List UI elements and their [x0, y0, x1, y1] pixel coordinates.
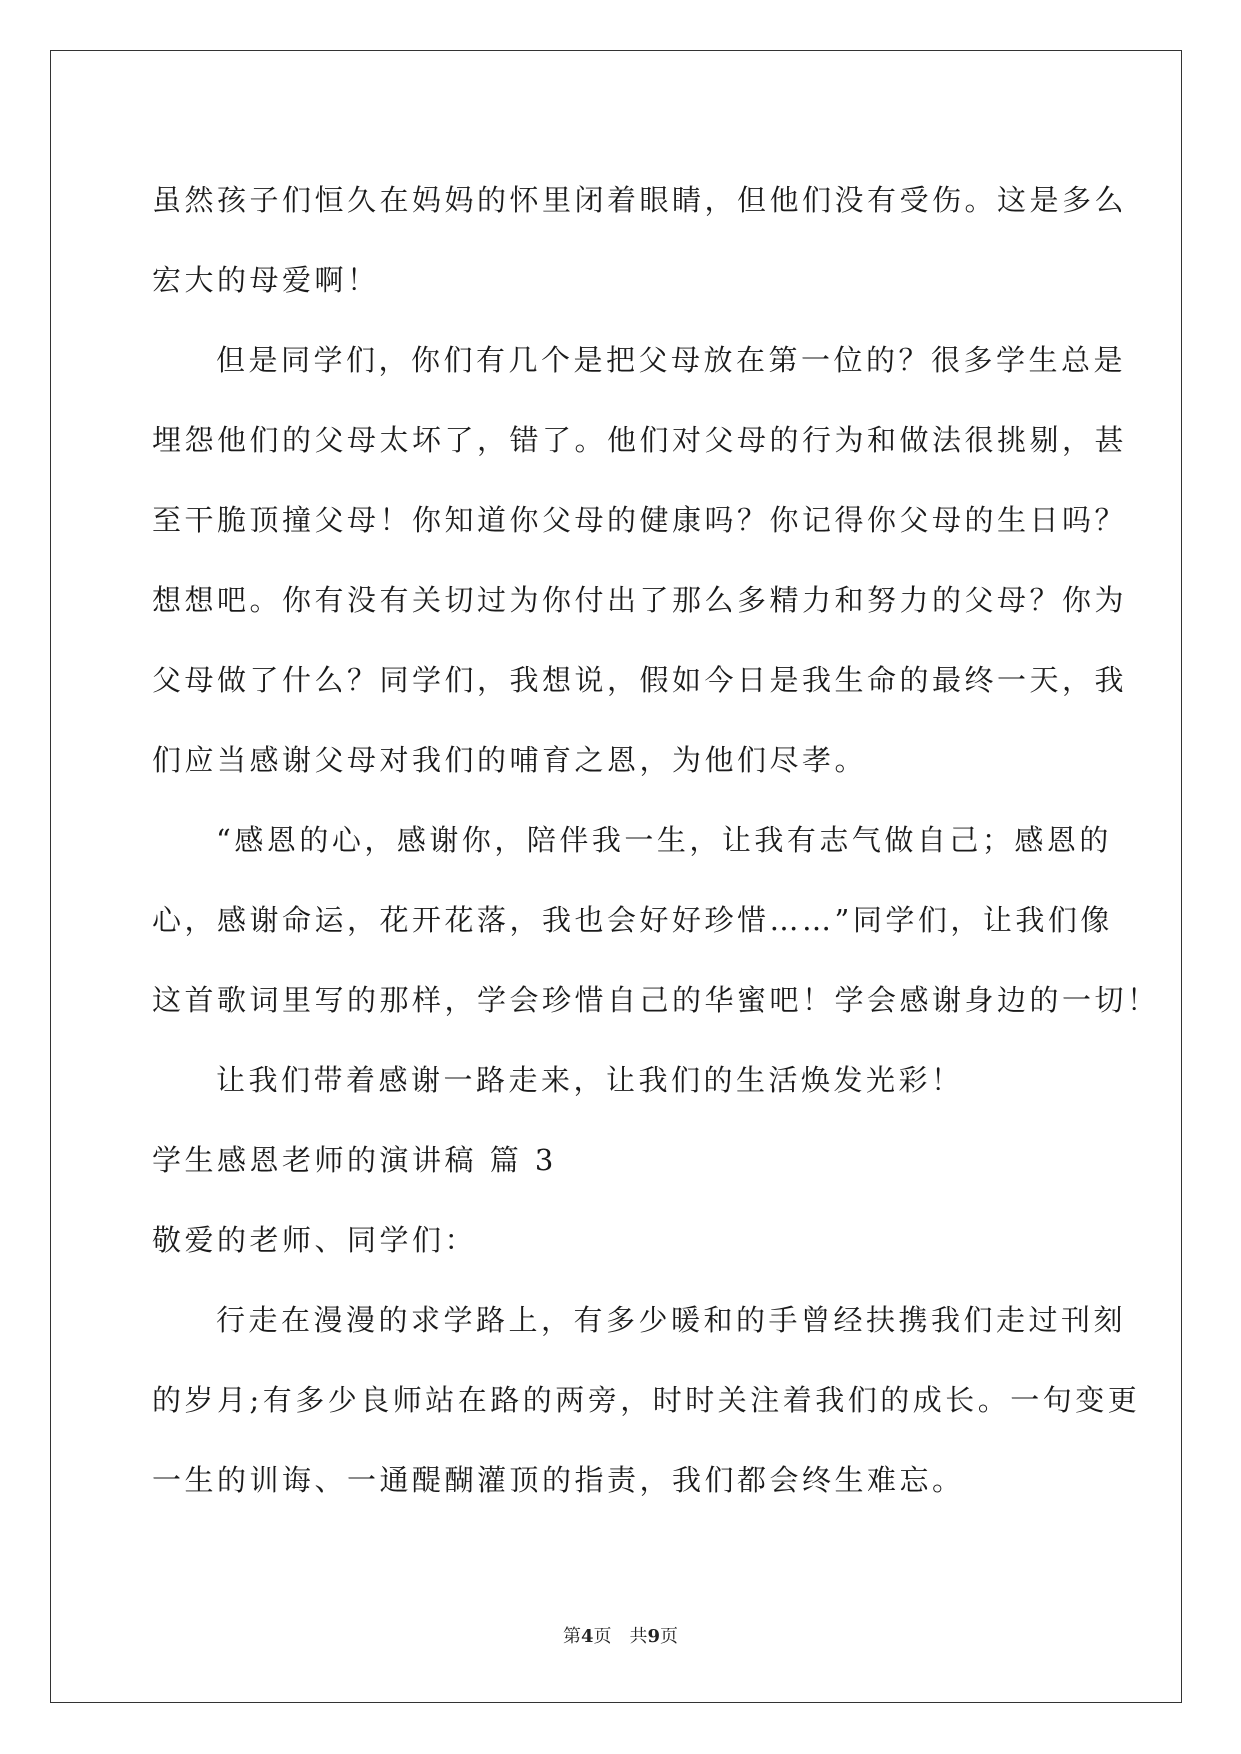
- body-line: 宏大的母爱啊！: [152, 263, 380, 297]
- body-line: 父母做了什么？同学们，我想说，假如今日是我生命的最终一天，我: [152, 663, 1128, 697]
- body-line: 这首歌词里写的那样，学会珍惜自己的华蜜吧！学会感谢身边的一切！: [152, 983, 1160, 1017]
- body-line: 行走在漫漫的求学路上，有多少暖和的手曾经扶携我们走过刊刻: [216, 1303, 1127, 1337]
- footer-total-suffix: 页: [660, 1626, 679, 1647]
- document-body: [152, 160, 1160, 1520]
- footer-total-prefix: 共: [629, 1626, 648, 1647]
- body-line: “感恩的心，感谢你，陪伴我一生，让我有志气做自己；感恩的: [216, 823, 1112, 857]
- footer-page-current: 4: [580, 1626, 594, 1647]
- section-heading: 学生感恩老师的演讲稿 篇 3: [152, 1143, 557, 1177]
- body-line: 心，感谢命运，花开花落，我也会好好珍惜……”同学们，让我们像: [152, 903, 1113, 937]
- body-line: 埋怨他们的父母太坏了，错了。他们对父母的行为和做法很挑剔，甚: [152, 423, 1128, 457]
- body-line: 但是同学们，你们有几个是把父母放在第一位的？很多学生总是: [216, 343, 1127, 377]
- body-line: 的岁月;有多少良师站在路的两旁，时时关注着我们的成长。一句变更: [152, 1383, 1141, 1417]
- salutation: 敬爱的老师、同学们：: [152, 1223, 478, 1257]
- body-line: 们应当感谢父母对我们的哺育之恩，为他们尽孝。: [152, 743, 868, 777]
- body-line: 至干脆顶撞父母！你知道你父母的健康吗？你记得你父母的生日吗？: [152, 503, 1128, 537]
- body-line: 让我们带着感谢一路走来，让我们的生活焕发光彩！: [216, 1063, 964, 1097]
- page-footer: [0, 1622, 1241, 1648]
- body-line: 想想吧。你有没有关切过为你付出了那么多精力和努力的父母？你为: [152, 583, 1128, 617]
- body-line: 虽然孩子们恒久在妈妈的怀里闭着眼睛，但他们没有受伤。这是多么: [152, 183, 1128, 217]
- footer-page-suffix: 页: [593, 1626, 612, 1647]
- footer-page-prefix: 第: [562, 1626, 581, 1647]
- body-line: 一生的训诲、一通醍醐灌顶的指责，我们都会终生难忘。: [152, 1463, 965, 1497]
- footer-page-total: 9: [647, 1626, 661, 1647]
